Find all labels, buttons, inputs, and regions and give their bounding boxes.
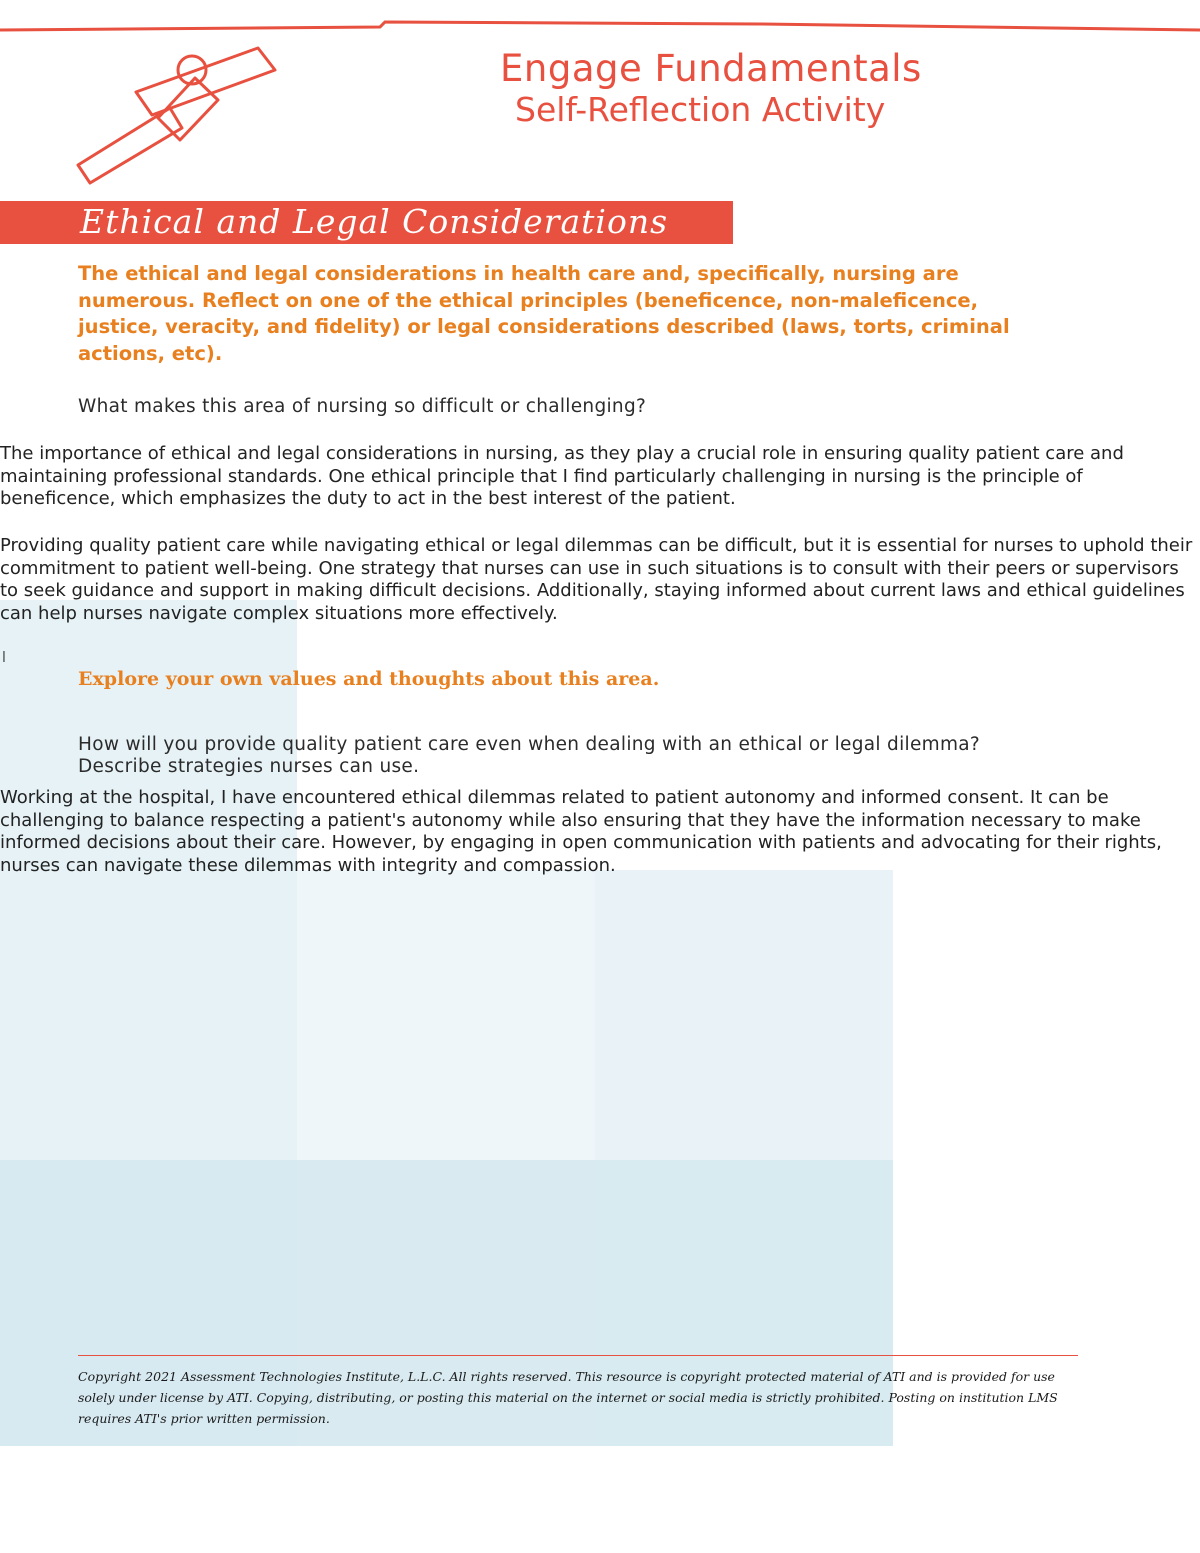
answer-1-paragraph-1: The importance of ethical and legal considerations in nursing, as they play a crucial role in ensuring quality patient care and maintaining professional standards. One ethical principle that I find particularly challenging in nursing is the principle of beneficence, which emphasizes the duty to act in the best interest of the patient. [0,443,1124,509]
question-2-prompt: How will you provide quality patient care even when dealing with an ethical or legal dilemma? Describe strategies nurses can use. [78,734,981,777]
stray-mark: l [2,650,6,666]
footer-divider [78,1355,1078,1356]
ati-figure-logo-icon [70,40,285,190]
document-title: Engage Fundamentals [500,47,922,90]
question-1-prompt: What makes this area of nursing so difficult or challenging? [78,396,647,417]
answer-1-paragraph-2: Providing quality patient care while navigating ethical or legal dilemmas can be difficult, but it is essential for nurses to uphold their commitment to patient well-being. One strategy that nurses can use in such situations is to consult with their peers or supervisors to seek guidance and support in making difficult decisions. Additionally, staying informed about current laws and ethical guidelines can help nurses navigate complex situations more effectively. [0,535,1193,624]
explore-heading: Explore your own values and thoughts about this area. [78,668,660,690]
document-subtitle: Self-Reflection Activity [515,90,886,129]
section-intro: The ethical and legal considerations in health care and, specifically, nursing are numerous. Reflect on one of the ethical principles (beneficence, non-maleficence, justice, veracity, and fidelity) or legal considerations described (laws, torts, criminal actions, etc). [78,262,1010,365]
section-title: Ethical and Legal Considerations [80,202,669,241]
answer-2-paragraph: Working at the hospital, I have encountered ethical dilemmas related to patient autonomy and informed consent. It can be challenging to balance respecting a patient's autonomy while also ensuring that they have the information necessary to make informed decisions about their care. However, by engaging in open communication with patients and advocating for their rights, nurses can navigate these dilemmas with integrity and compassion. [0,787,1162,876]
copyright-notice: Copyright 2021 Assessment Technologies Institute, L.L.C. All rights reserved. This resource is copyright protected material of ATI and is provided for use solely under license by ATI. Copying, distributing, or posting this material on the internet or social media is strictly prohibited. Posting on institution LMS requires ATI's prior written permission. [78,1369,1058,1426]
top-decorative-rule [0,0,1200,40]
section-banner [0,201,733,244]
